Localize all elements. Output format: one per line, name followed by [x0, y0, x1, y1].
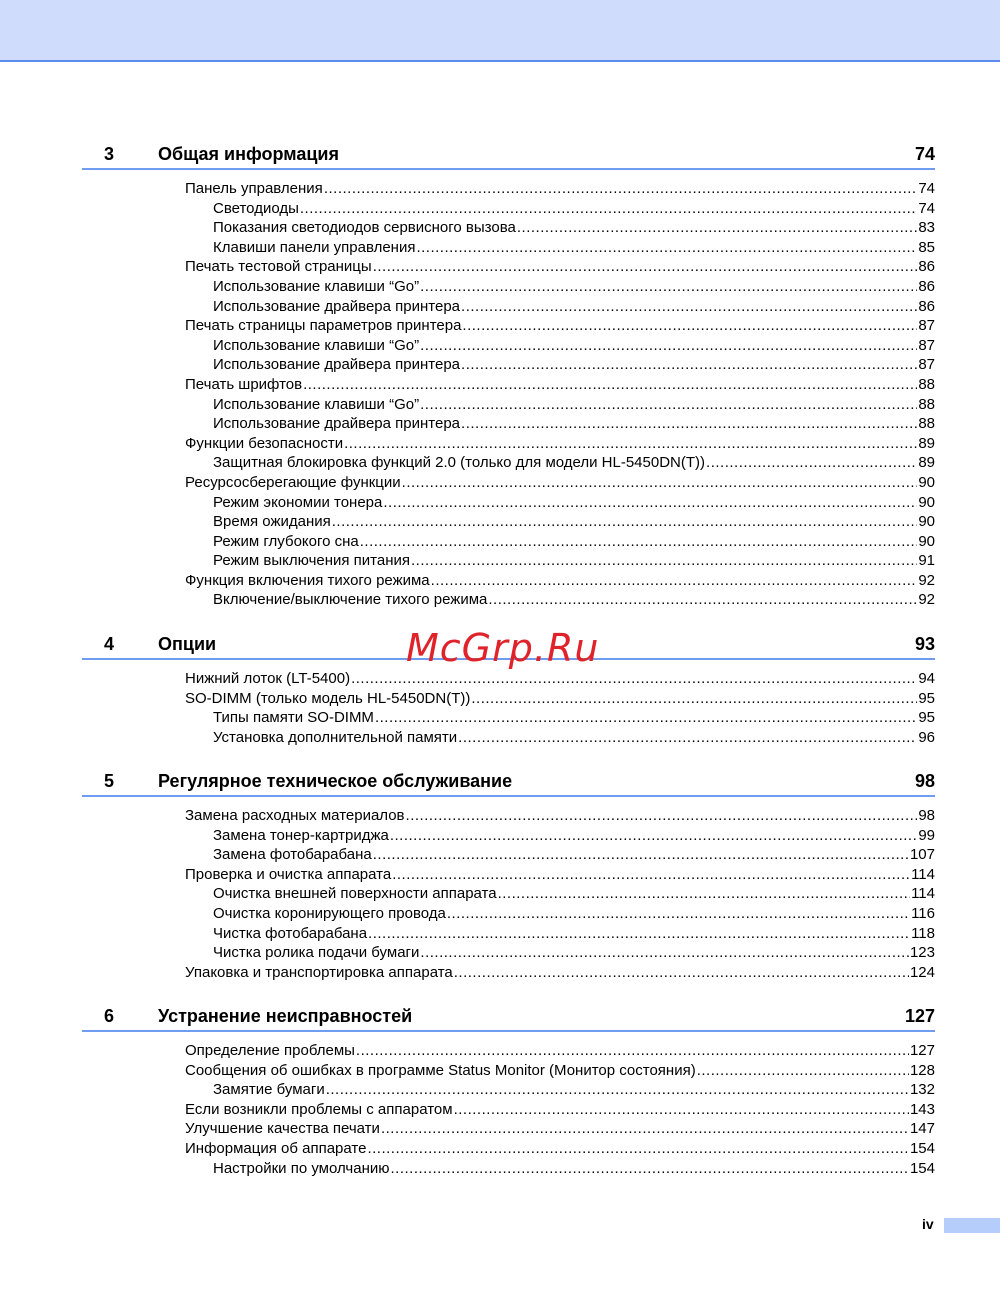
dot-leader [461, 355, 917, 375]
dot-leader [303, 375, 917, 395]
toc-entry[interactable] [82, 375, 935, 395]
entry-page: 85 [918, 238, 935, 256]
entry-title: Замятие бумаги [213, 1081, 325, 1099]
toc-entry[interactable] [82, 277, 935, 297]
toc-entry[interactable] [82, 689, 935, 709]
entry-page: 114 [911, 885, 935, 903]
toc-entry[interactable] [82, 355, 935, 375]
entry-title: Печать страницы параметров принтера [185, 317, 462, 335]
toc-entry[interactable] [82, 257, 935, 277]
entry-title: Печать шрифтов [185, 375, 303, 393]
dot-leader [471, 689, 917, 709]
entry-title: Показания светодиодов сервисного вызова [213, 219, 516, 237]
dot-leader [462, 316, 917, 336]
entry-page: 87 [918, 317, 935, 335]
toc-entry[interactable] [82, 473, 935, 493]
entry-title: Чистка фотобарабана [213, 924, 368, 942]
entry-title: Если возникли проблемы с аппаратом [185, 1100, 453, 1118]
entry-title: Замена тонер-картриджа [213, 826, 389, 844]
dot-leader [381, 1119, 909, 1139]
toc-entry[interactable] [82, 1080, 935, 1100]
dot-leader [411, 551, 917, 571]
entry-page: 92 [918, 571, 935, 589]
watermark-logo: McGrp.Ru [406, 626, 600, 670]
entry-title: Ресурсосберегающие функции [185, 473, 401, 491]
entry-title: Функция включения тихого режима [185, 571, 430, 589]
toc-entry[interactable] [82, 551, 935, 571]
toc-entry[interactable] [82, 590, 935, 610]
dot-leader [351, 669, 917, 689]
dot-leader [420, 395, 917, 415]
section-page: 93 [914, 634, 935, 654]
toc-section [82, 142, 935, 610]
dot-leader [406, 806, 918, 826]
dot-leader [356, 1041, 909, 1061]
toc-entry[interactable] [82, 434, 935, 454]
entry-page: 91 [918, 552, 935, 570]
entry-title: Включение/выключение тихого режима [213, 591, 488, 609]
entry-page: 95 [918, 709, 935, 727]
section-heading[interactable] [82, 142, 935, 170]
toc-entry[interactable] [82, 924, 935, 944]
entry-title: Печать тестовой страницы [185, 258, 372, 276]
toc-section [82, 1004, 935, 1178]
dot-leader [375, 708, 917, 728]
entry-title: Панель управления [185, 180, 323, 197]
entry-page: 86 [918, 277, 935, 295]
entry-title: Светодиоды [213, 199, 299, 217]
section-page: 74 [914, 144, 935, 164]
entry-page: 88 [918, 395, 935, 413]
entry-page: 89 [918, 454, 935, 472]
entry-page: 147 [909, 1120, 935, 1138]
toc-section [82, 769, 935, 982]
entry-page: 98 [918, 807, 935, 824]
dot-leader [373, 845, 909, 865]
entry-title: Режим выключения питания [213, 552, 411, 570]
entry-title: Режим экономии тонера [213, 493, 383, 511]
toc-entry[interactable] [82, 238, 935, 258]
toc-entry[interactable] [82, 218, 935, 238]
entry-page: 74 [918, 180, 935, 197]
dot-leader [706, 453, 917, 473]
dot-leader [420, 277, 917, 297]
dot-leader [461, 414, 917, 434]
toc-entry[interactable] [82, 453, 935, 473]
entry-title: Нижний лоток (LT-5400) [185, 670, 351, 687]
dot-leader [391, 1159, 909, 1179]
dot-leader [458, 728, 917, 748]
toc-entry[interactable] [82, 1159, 935, 1179]
toc-entry[interactable] [82, 316, 935, 336]
toc-entry[interactable] [82, 904, 935, 924]
section-title: Опции [158, 634, 217, 654]
toc-entry[interactable] [82, 179, 935, 199]
entry-page: 86 [918, 297, 935, 315]
toc-entry[interactable] [82, 865, 935, 885]
entry-page: 86 [918, 258, 935, 276]
dot-leader [324, 179, 918, 199]
entry-title: Время ожидания [213, 513, 331, 531]
entry-page: 116 [911, 904, 935, 922]
entry-title: Замена расходных материалов [185, 807, 405, 824]
entry-page: 118 [911, 924, 935, 942]
entry-page: 132 [909, 1081, 935, 1099]
section-page: 127 [904, 1006, 935, 1026]
entry-title: SO-DIMM (только модель HL-5450DN(T)) [185, 689, 471, 707]
section-title: Устранение неисправностей [158, 1006, 413, 1026]
dot-leader [368, 924, 910, 944]
entry-page: 88 [918, 415, 935, 433]
page-number: iv [922, 1216, 934, 1232]
entry-page: 114 [911, 865, 935, 883]
section-page: 98 [914, 771, 935, 791]
entry-title: Типы памяти SO-DIMM [213, 709, 374, 727]
entry-page: 90 [918, 493, 935, 511]
dot-leader [332, 512, 918, 532]
entry-page: 92 [918, 591, 935, 609]
section-number: 6 [104, 1006, 115, 1026]
entry-page: 128 [909, 1061, 935, 1079]
dot-leader [431, 571, 918, 591]
toc-entry[interactable] [82, 943, 935, 963]
dot-leader [416, 238, 917, 258]
dot-leader [402, 473, 918, 493]
dot-leader [454, 963, 909, 983]
dot-leader [300, 199, 917, 219]
toc-entry[interactable] [82, 806, 935, 826]
dot-leader [420, 943, 909, 963]
entry-title: Защитная блокировка функций 2.0 (только для модели HL-5450DN(T)) [213, 454, 706, 472]
toc-entry[interactable] [82, 708, 935, 728]
toc-entry[interactable] [82, 199, 935, 219]
toc-entry[interactable] [82, 963, 935, 983]
dot-leader [344, 434, 917, 454]
entry-page: 94 [918, 670, 935, 687]
entry-page: 107 [909, 846, 935, 864]
dot-leader [447, 904, 910, 924]
toc-entry[interactable] [82, 1041, 935, 1061]
dot-leader [517, 218, 917, 238]
toc-entry[interactable] [82, 512, 935, 532]
toc-entry[interactable] [82, 1061, 935, 1081]
footer-bar [944, 1218, 1000, 1233]
section-number: 4 [104, 634, 115, 654]
entry-page: 96 [918, 728, 935, 746]
dot-leader [392, 865, 910, 885]
section-title: Регулярное техническое обслуживание [158, 771, 513, 791]
entry-title: Очистка коронирующего провода [213, 904, 446, 922]
entry-title: Определение проблемы [185, 1042, 355, 1059]
dot-leader [373, 257, 918, 277]
entry-title: Очистка внешней поверхности аппарата [213, 885, 497, 903]
dot-leader [367, 1139, 909, 1159]
entry-title: Использование драйвера принтера [213, 356, 461, 374]
entry-page: 90 [918, 473, 935, 491]
entry-page: 83 [918, 219, 935, 237]
entry-title: Функции безопасности [185, 434, 344, 452]
entry-page: 74 [918, 199, 935, 217]
toc-entry[interactable] [82, 728, 935, 748]
dot-leader [697, 1061, 909, 1081]
toc-entry[interactable] [82, 1100, 935, 1120]
entry-title: Установка дополнительной памяти [213, 728, 458, 746]
dot-leader [420, 336, 917, 356]
entry-page: 124 [909, 963, 935, 981]
entry-page: 87 [918, 356, 935, 374]
dot-leader [454, 1100, 909, 1120]
toc-entry[interactable] [82, 493, 935, 513]
header-band [0, 0, 1000, 62]
entry-page: 88 [918, 375, 935, 393]
dot-leader [383, 493, 917, 513]
section-number: 5 [104, 771, 115, 791]
entry-title: Использование клавиши “Go” [213, 336, 420, 354]
entry-title: Использование клавиши “Go” [213, 277, 420, 295]
entry-title: Сообщения об ошибках в программе Status Monitor (Монитор состояния) [185, 1061, 696, 1079]
dot-leader [326, 1080, 909, 1100]
section-heading[interactable] [82, 769, 935, 797]
dot-leader [461, 297, 917, 317]
entry-title: Клавиши панели управления [213, 238, 416, 256]
section-heading[interactable] [82, 1004, 935, 1032]
entry-title: Упаковка и транспортировка аппарата [185, 963, 453, 981]
entry-page: 99 [918, 826, 935, 844]
entry-title: Чистка ролика подачи бумаги [213, 944, 420, 962]
entry-title: Информация об аппарате [185, 1139, 367, 1157]
toc-entry[interactable] [82, 845, 935, 865]
entry-title: Использование клавиши “Go” [213, 395, 420, 413]
dot-leader [498, 884, 910, 904]
entry-title: Использование драйвера принтера [213, 297, 461, 315]
entry-title: Улучшение качества печати [185, 1120, 380, 1138]
entry-title: Замена фотобарабана [213, 846, 372, 864]
toc-entry[interactable] [82, 336, 935, 356]
toc-entry[interactable] [82, 297, 935, 317]
entry-page: 90 [918, 513, 935, 531]
dot-leader [488, 590, 917, 610]
entry-page: 127 [909, 1042, 935, 1059]
entry-title: Режим глубокого сна [213, 532, 359, 550]
entry-title: Использование драйвера принтера [213, 415, 461, 433]
entry-page: 154 [909, 1159, 935, 1177]
toc-entry[interactable] [82, 571, 935, 591]
toc-entry[interactable] [82, 669, 935, 689]
dot-leader [360, 532, 918, 552]
toc-entry[interactable] [82, 826, 935, 846]
section-number: 3 [104, 144, 115, 164]
entry-title: Проверка и очистка аппарата [185, 865, 392, 883]
toc-entry[interactable] [82, 884, 935, 904]
entry-page: 123 [909, 944, 935, 962]
entry-page: 95 [918, 689, 935, 707]
entry-page: 143 [909, 1100, 935, 1118]
toc-entry[interactable] [82, 395, 935, 415]
toc-entry[interactable] [82, 532, 935, 552]
toc-entry[interactable] [82, 1139, 935, 1159]
entry-title: Настройки по умолчанию [213, 1159, 390, 1177]
toc-entry[interactable] [82, 414, 935, 434]
entry-page: 87 [918, 336, 935, 354]
entry-page: 154 [909, 1139, 935, 1157]
section-title: Общая информация [158, 144, 339, 164]
dot-leader [390, 826, 917, 846]
toc-entry[interactable] [82, 1119, 935, 1139]
entry-page: 89 [918, 434, 935, 452]
entry-page: 90 [918, 532, 935, 550]
